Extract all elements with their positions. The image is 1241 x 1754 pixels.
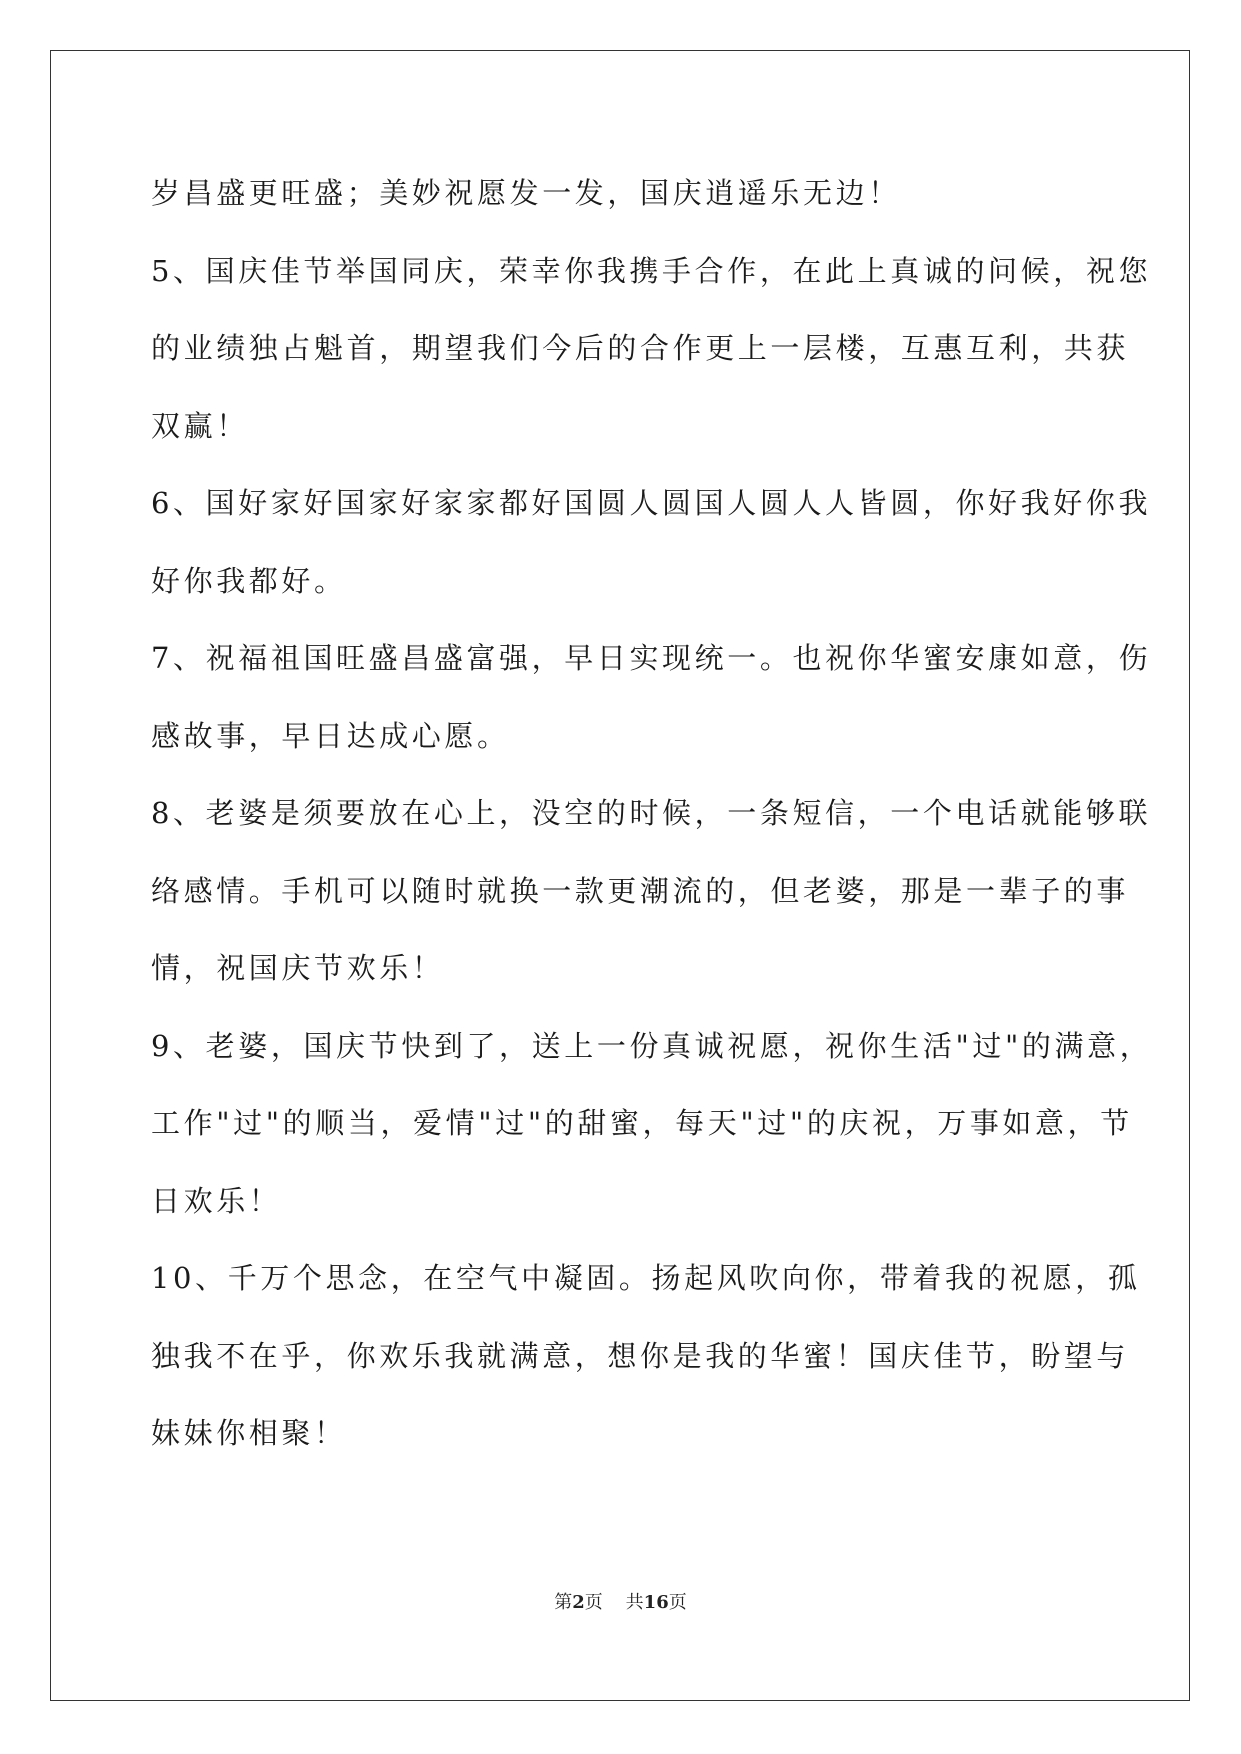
page-total: 16 [643,1592,669,1613]
text-line: 岁昌盛更旺盛；美妙祝愿发一发，国庆逍遥乐无边！ [151,176,901,210]
page-current: 2 [572,1592,585,1613]
text-line: 6、国好家好国家好家家都好国圆人圆国人圆人人皆圆，你好我好你我 [151,486,1152,520]
total-prefix: 共 [625,1592,644,1613]
text-line: 日欢乐！ [151,1183,282,1218]
text-line: 10、千万个思念，在空气中凝固。扬起风吹向你，带着我的祝愿，孤 [151,1261,1141,1295]
total-suffix: 页 [668,1592,687,1613]
document-body [151,155,1153,1473]
text-line: 双赢！ [151,408,249,443]
text-line: 8、老婆是须要放在心上，没空的时候，一条短信，一个电话就能够联 [151,796,1152,830]
text-line: 妹妹你相聚！ [151,1416,347,1450]
text-line: 独我不在乎，你欢乐我就满意，想你是我的华蜜！国庆佳节，盼望与 [151,1338,1130,1373]
text-line: 7、祝福祖国旺盛昌盛富强，早日实现统一。也祝你华蜜安康如意，伤 [151,641,1152,675]
text-line: 5、国庆佳节举国同庆，荣幸你我携手合作，在此上真诚的问候，祝您 [151,253,1152,288]
text-line: 的业绩独占魁首，期望我们今后的合作更上一层楼，互惠互利，共获 [151,331,1130,365]
page-prefix: 第 [554,1592,573,1613]
page-suffix: 页 [584,1592,603,1613]
text-line: 情，祝国庆节欢乐！ [151,951,445,985]
text-line: 络感情。手机可以随时就换一款更潮流的，但老婆，那是一辈子的事 [151,873,1130,908]
text-line: 好你我都好。 [151,563,347,598]
text-line: 工作"过"的顺当，爱情"过"的甜蜜，每天"过"的庆祝，万事如意，节 [151,1106,1133,1140]
text-line: 感故事，早日达成心愿。 [151,718,510,753]
page-footer [0,1588,1241,1614]
text-line: 9、老婆，国庆节快到了，送上一份真诚祝愿，祝你生活"过"的满意， [151,1028,1153,1063]
